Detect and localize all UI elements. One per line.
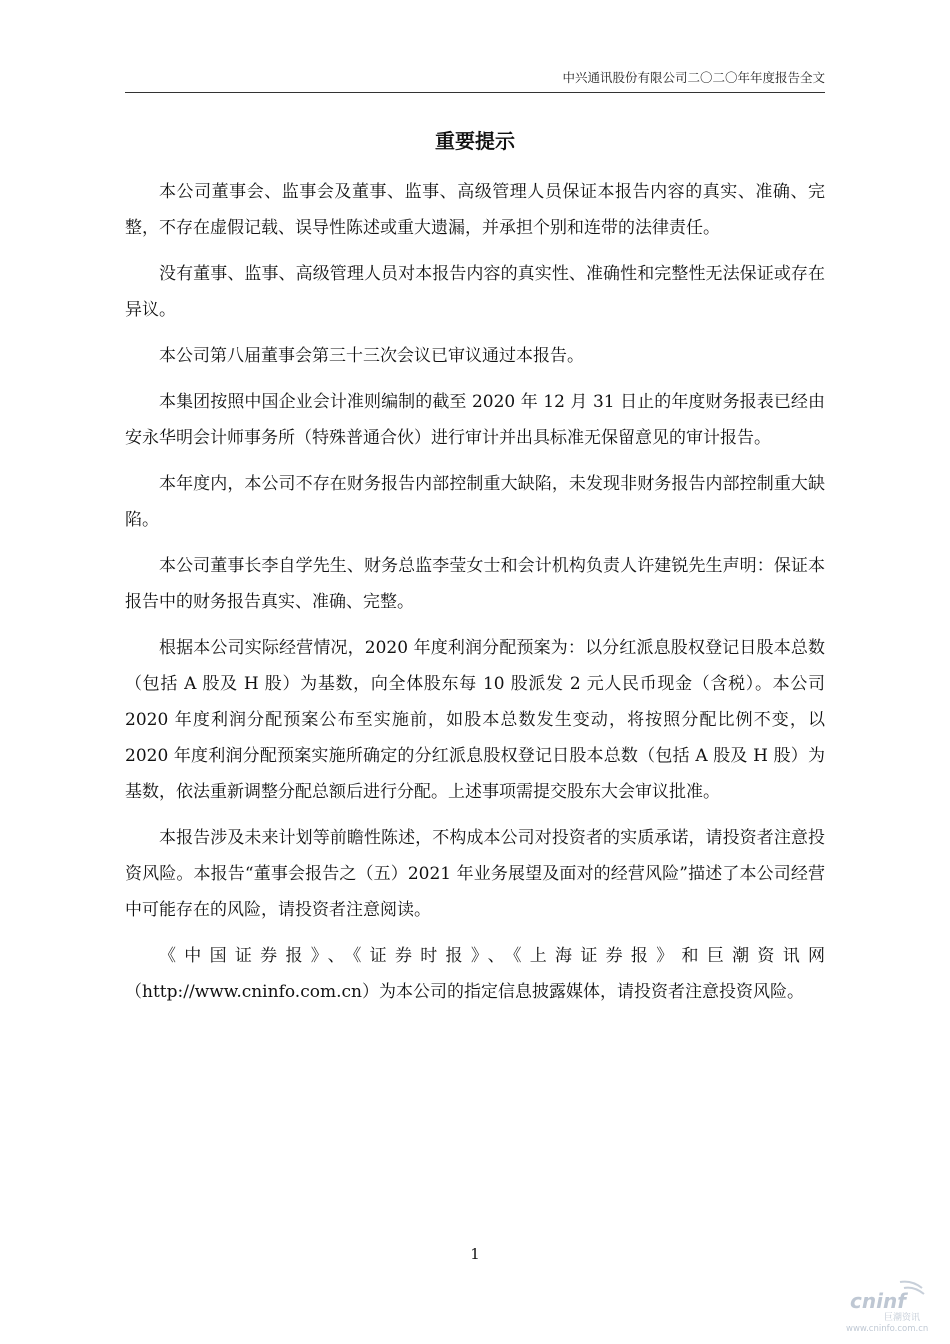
paragraph-officer-statement: 本公司董事长李自学先生、财务总监李莹女士和会计机构负责人许建锐先生声明：保证本报告中的财务报告真实、准确、完整。	[125, 556, 825, 612]
paragraph-disclosure-media: 《中国证券报》、《证券时报》、《上海证券报》和巨潮资讯网（http://www.cninfo.com.cn）为本公司的指定信息披露媒体，请投资者注意投资风险。	[125, 946, 825, 1002]
paragraph-audit-opinion: 本集团按照中国企业会计准则编制的截至 2020 年 12 月 31 日止的年度财务报表已经由安永华明会计师事务所（特殊普通合伙）进行审计并出具标准无保留意见的审计报告。	[125, 392, 825, 448]
paragraph-internal-control: 本年度内，本公司不存在财务报告内部控制重大缺陷，未发现非财务报告内部控制重大缺陷。	[125, 474, 825, 530]
svg-text:www.cninfo.com.cn: www.cninfo.com.cn	[846, 1324, 929, 1334]
svg-text:cninf: cninf	[850, 1289, 906, 1313]
paragraph-board-guarantee: 本公司董事会、监事会及董事、监事、高级管理人员保证本报告内容的真实、准确、完整，不存在虚假记载、误导性陈述或重大遗漏，并承担个别和连带的法律责任。	[125, 182, 825, 238]
running-header	[125, 70, 825, 93]
cninfo-watermark-logo	[842, 1278, 932, 1334]
page-title: 重要提示	[435, 129, 515, 153]
body-text	[125, 174, 825, 1020]
paragraph-no-objection: 没有董事、监事、高级管理人员对本报告内容的真实性、准确性和完整性无法保证或存在异议。	[125, 264, 825, 320]
running-header-text: 中兴通讯股份有限公司二〇二〇年年度报告全文	[562, 70, 825, 85]
page-number: 1	[470, 1245, 480, 1263]
paragraph-board-approval: 本公司第八届董事会第三十三次会议已审议通过本报告。	[159, 346, 584, 366]
paragraph-profit-distribution: 根据本公司实际经营情况，2020 年度利润分配预案为：以分红派息股权登记日股本总数（包括 A 股及 H 股）为基数，向全体股东每 10 股派发 2 元人民币现金（含税）。本公司 2020 年度利润分配预案公布至实施前，如股本总数发生变动，将按照分配比例不变，以 2020 年度利润分配预案实施所确定的分红派息股权登记日股本总数（包括 A 股及 H 股）为基数，依法重新调整分配总额后进行分配。上述事项需提交股东大会审议批准。	[125, 638, 825, 802]
svg-text:巨潮资讯: 巨潮资讯	[884, 1313, 921, 1323]
paragraph-forward-looking: 本报告涉及未来计划等前瞻性陈述，不构成本公司对投资者的实质承诺，请投资者注意投资风险。本报告“董事会报告之（五）2021 年业务展望及面对的经营风险”描述了本公司经营中可能存在的风险，请投资者注意阅读。	[125, 828, 825, 920]
